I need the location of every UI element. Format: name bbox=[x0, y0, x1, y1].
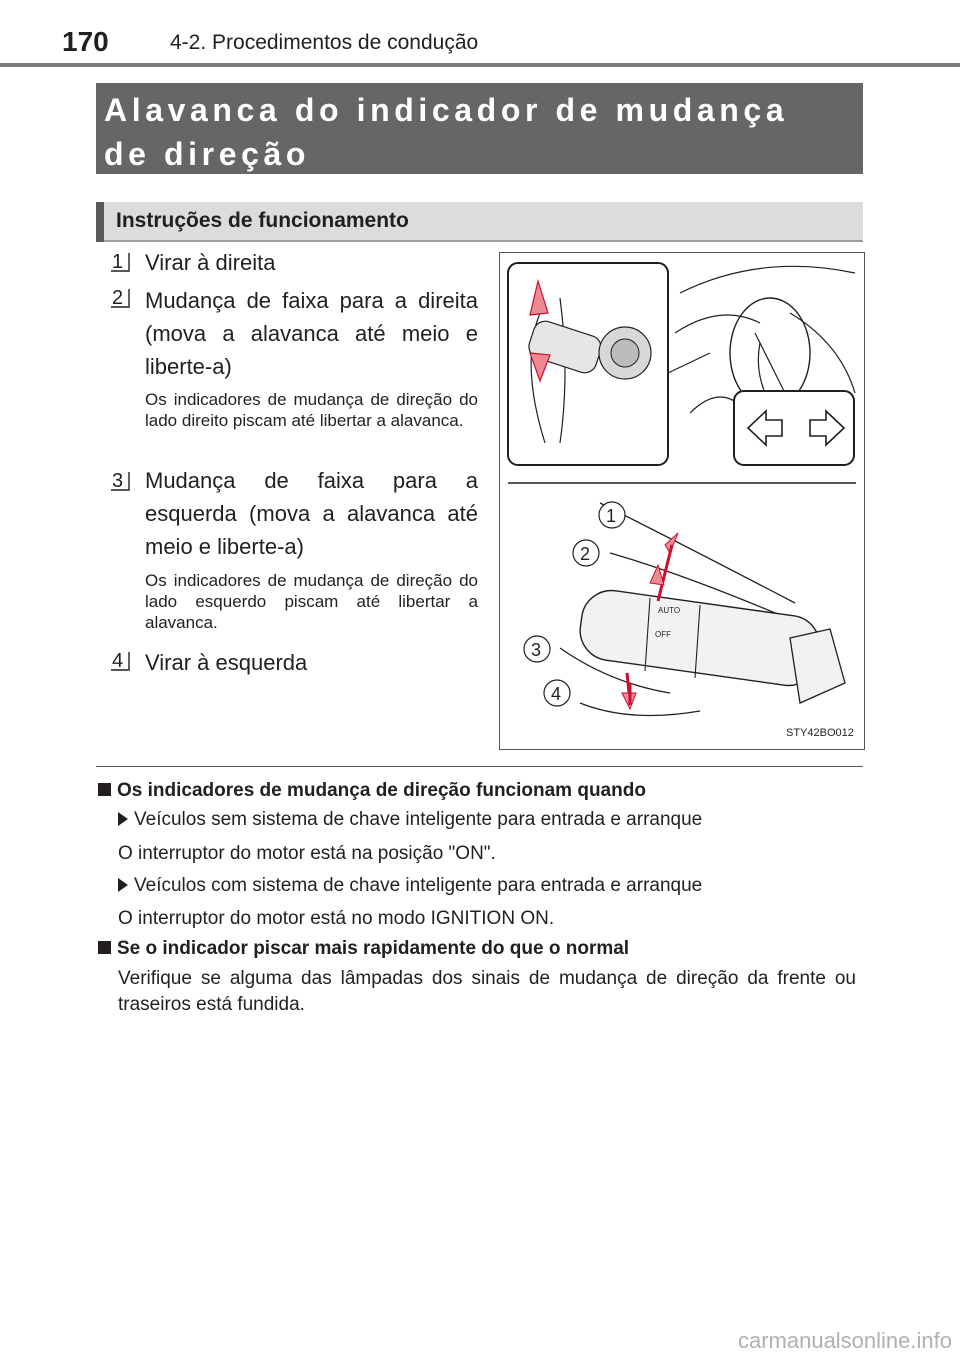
note-bullet-2: Veículos com sistema de chave inteligente para entrada e arranque bbox=[118, 873, 702, 899]
step-3-text: Mudança de faixa para a esquerda (mova a alavanca até meio e liberte-a) bbox=[145, 468, 478, 559]
svg-text:1: 1 bbox=[112, 251, 124, 273]
svg-text:2: 2 bbox=[112, 287, 124, 309]
step-number-icon bbox=[110, 286, 130, 310]
triangle-bullet-icon bbox=[118, 812, 128, 826]
note-text-2: O interruptor do motor está no modo IGNITION ON. bbox=[118, 908, 555, 929]
step-number-icon bbox=[110, 649, 130, 673]
step-2-text: Mudança de faixa para a direita (mova a alavanca até meio e liberte-a) bbox=[145, 288, 478, 379]
note-heading-2: Se o indicador piscar mais rapidamente do que o normal bbox=[98, 938, 629, 960]
square-bullet-icon bbox=[98, 783, 111, 796]
svg-text:OFF: OFF bbox=[655, 630, 671, 639]
header-divider bbox=[0, 63, 960, 67]
chapter-heading: 4-2. Procedimentos de condução bbox=[170, 31, 479, 54]
page-number: 170 bbox=[62, 26, 109, 57]
watermark: carmanualsonline.info bbox=[737, 1328, 952, 1353]
triangle-bullet-icon bbox=[118, 878, 128, 892]
page-title: Alavanca do indicador de mudança de direção bbox=[104, 92, 789, 172]
svg-text:2: 2 bbox=[580, 544, 591, 564]
svg-text:3: 3 bbox=[531, 640, 542, 660]
note-text-3: Verifique se alguma das lâmpadas dos sinais de mudança de direção da frente ou traseiros está fundida. bbox=[118, 968, 856, 1015]
step-2-note: Os indicadores de mudança de direção do lado direito piscam até libertar a alavanca. bbox=[145, 390, 478, 430]
svg-text:4: 4 bbox=[551, 684, 562, 704]
section-accent bbox=[96, 202, 104, 242]
step-3-note: Os indicadores de mudança de direção do lado esquerdo piscam até libertar a alavanca. bbox=[145, 571, 478, 632]
lever-diagram bbox=[500, 253, 864, 749]
note-text-1: O interruptor do motor está na posição "ON". bbox=[118, 843, 496, 864]
svg-text:3: 3 bbox=[112, 470, 124, 492]
square-bullet-icon bbox=[98, 941, 111, 954]
step-4-text: Virar à esquerda bbox=[145, 650, 308, 675]
figure-code: STY42BO012 bbox=[786, 727, 854, 739]
svg-text:4: 4 bbox=[112, 650, 124, 672]
note-bullet-1: Veículos sem sistema de chave inteligente para entrada e arranque bbox=[118, 807, 702, 833]
svg-text:1: 1 bbox=[606, 506, 617, 526]
turn-signal-lever-illustration bbox=[499, 252, 865, 750]
note-heading-1: Os indicadores de mudança de direção funcionam quando bbox=[98, 780, 646, 802]
step-number-icon bbox=[110, 469, 130, 493]
section-title: Instruções de funcionamento bbox=[116, 209, 409, 232]
step-1-text: Virar à direita bbox=[145, 250, 276, 275]
svg-text:AUTO: AUTO bbox=[658, 606, 681, 615]
notes-divider bbox=[96, 766, 863, 767]
step-number-icon bbox=[110, 250, 130, 274]
